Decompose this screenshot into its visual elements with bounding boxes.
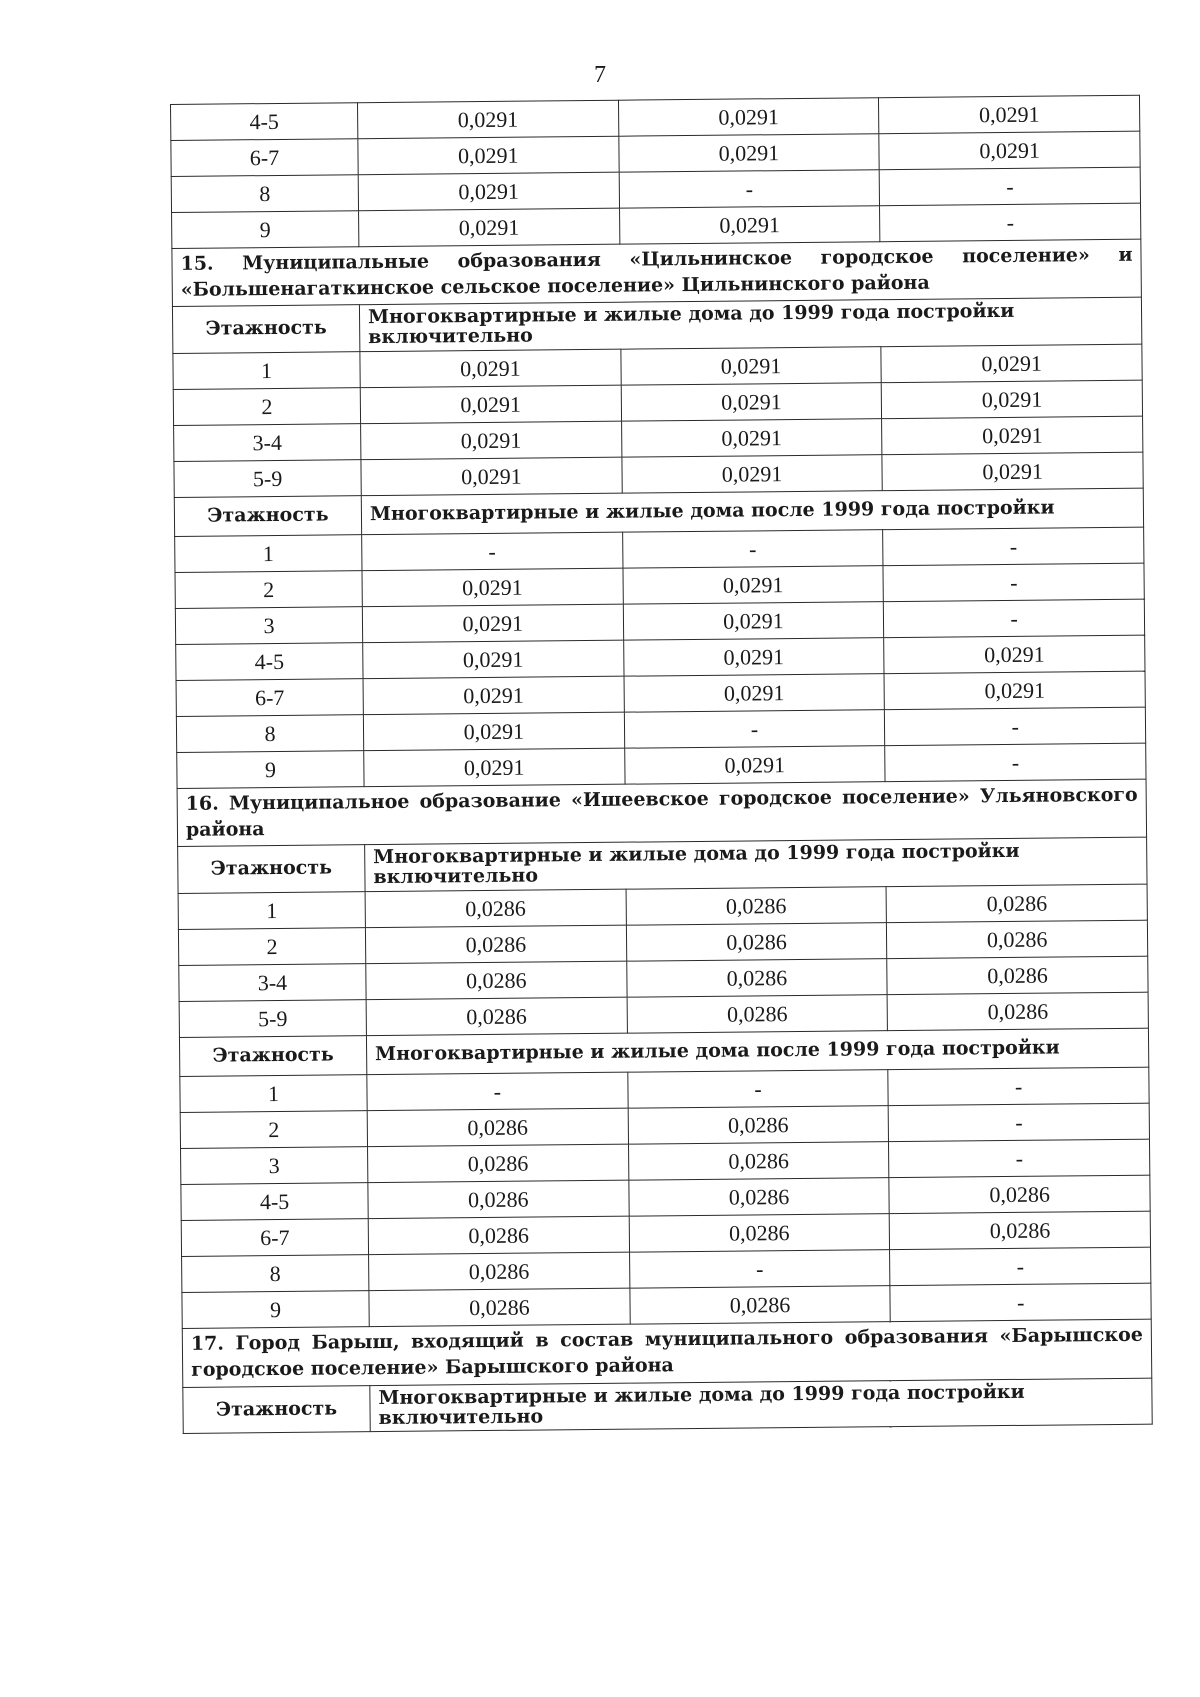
section-title-row xyxy=(172,239,1142,307)
rate-value-cell: - xyxy=(889,1139,1150,1178)
rate-value-cell: 0,0286 xyxy=(626,959,887,998)
rate-value-cell: 0,0291 xyxy=(359,208,620,247)
floor-count-cell: 6-7 xyxy=(181,1219,368,1257)
rate-value-cell: 0,0291 xyxy=(623,602,884,641)
floor-count-cell: 9 xyxy=(172,211,359,249)
rate-value-cell: - xyxy=(890,1247,1151,1286)
rate-value-cell: 0,0291 xyxy=(363,712,624,751)
rate-value-cell: 0,0291 xyxy=(879,131,1140,170)
rate-value-cell: 0,0291 xyxy=(360,349,621,388)
page-number: 7 xyxy=(594,62,606,88)
floor-count-cell: 2 xyxy=(180,1111,367,1149)
rate-value-cell: 0,0286 xyxy=(626,887,887,926)
floor-column-header: Этажность xyxy=(179,1036,366,1077)
floor-count-cell: 2 xyxy=(178,928,365,966)
section-title: 17. Город Барыш, входящий в состав муниципального образования «Барышское городское поселение» Барышского района xyxy=(182,1319,1152,1387)
rate-value-cell: 0,0286 xyxy=(890,1211,1151,1250)
rate-value-cell: 0,0291 xyxy=(618,134,879,173)
floor-count-cell: 1 xyxy=(175,535,362,573)
floor-column-header: Этажность xyxy=(178,845,365,894)
rate-value-cell: 0,0286 xyxy=(367,1108,628,1147)
floor-count-cell: 3 xyxy=(175,607,362,645)
rate-value-cell: 0,0291 xyxy=(621,383,882,422)
building-category-header: Многоквартирные и жилые дома после 1999 года постройки xyxy=(361,488,1143,535)
rate-value-cell: 0,0291 xyxy=(881,344,1142,383)
floor-count-cell: 8 xyxy=(176,715,363,753)
rate-value-cell: 0,0291 xyxy=(357,100,618,139)
rate-value-cell: 0,0286 xyxy=(889,1175,1150,1214)
rate-value-cell: 0,0286 xyxy=(366,997,627,1036)
rate-value-cell: 0,0286 xyxy=(886,884,1147,923)
floor-count-cell: 3-4 xyxy=(174,424,361,462)
rate-value-cell: - xyxy=(888,1103,1149,1142)
building-category-header: Многоквартирные и жилые дома до 1999 года постройки включительно xyxy=(370,1378,1152,1432)
section-title: 16. Муниципальное образование «Ишеевское городское поселение» Ульяновского района xyxy=(177,779,1147,847)
rate-value-cell: 0,0291 xyxy=(363,676,624,715)
rate-value-cell: - xyxy=(619,170,880,209)
building-category-header: Многоквартирные и жилые дома после 1999 года постройки xyxy=(366,1028,1148,1075)
rate-value-cell: - xyxy=(627,1070,888,1109)
rate-value-cell: 0,0291 xyxy=(884,671,1145,710)
rate-value-cell: 0,0286 xyxy=(368,1180,629,1219)
building-category-header: Многоквартирные и жилые дома до 1999 года постройки включительно xyxy=(359,297,1141,351)
rate-value-cell: 0,0286 xyxy=(630,1286,891,1325)
floor-count-cell: 3 xyxy=(181,1147,368,1185)
rate-value-cell: 0,0291 xyxy=(358,172,619,211)
floor-count-cell: 6-7 xyxy=(171,139,358,177)
rate-value-cell: 0,0286 xyxy=(368,1216,629,1255)
rate-value-cell: 0,0286 xyxy=(366,961,627,1000)
rate-value-cell: 0,0286 xyxy=(887,956,1148,995)
rate-value-cell: 0,0291 xyxy=(358,136,619,175)
rate-value-cell: 0,0291 xyxy=(362,568,623,607)
floor-count-cell: 4-5 xyxy=(181,1183,368,1221)
tariff-table xyxy=(170,95,1153,1435)
rate-value-cell: - xyxy=(888,1067,1149,1106)
rate-value-cell: 0,0291 xyxy=(621,347,882,386)
rate-value-cell: - xyxy=(884,599,1145,638)
rate-value-cell: - xyxy=(624,710,885,749)
rate-value-cell: - xyxy=(885,707,1146,746)
rate-value-cell: 0,0291 xyxy=(622,455,883,494)
section-title-row xyxy=(182,1319,1152,1387)
rate-value-cell: 0,0291 xyxy=(360,385,621,424)
rate-value-cell: 0,0291 xyxy=(623,638,884,677)
column-header-row xyxy=(183,1378,1152,1434)
rate-value-cell: 0,0286 xyxy=(629,1214,890,1253)
rate-value-cell: - xyxy=(367,1072,628,1111)
rate-value-cell: 0,0291 xyxy=(619,206,880,245)
rate-value-cell: 0,0286 xyxy=(365,925,626,964)
rate-value-cell: - xyxy=(880,203,1141,242)
rate-value-cell: 0,0286 xyxy=(887,992,1148,1031)
floor-count-cell: 8 xyxy=(171,175,358,213)
rate-value-cell: - xyxy=(622,530,883,569)
rate-value-cell: 0,0286 xyxy=(887,920,1148,959)
rate-value-cell: 0,0286 xyxy=(368,1144,629,1183)
rate-value-cell: 0,0291 xyxy=(623,566,884,605)
rate-value-cell: 0,0291 xyxy=(361,421,622,460)
floor-count-cell: 9 xyxy=(177,751,364,789)
rate-value-cell: 0,0286 xyxy=(628,1142,889,1181)
rate-value-cell: 0,0286 xyxy=(369,1288,630,1327)
rate-value-cell: - xyxy=(879,167,1140,206)
rate-value-cell: 0,0291 xyxy=(363,640,624,679)
floor-count-cell: 2 xyxy=(175,571,362,609)
rate-value-cell: 0,0291 xyxy=(882,416,1143,455)
floor-count-cell: 3-4 xyxy=(179,964,366,1002)
floor-column-header: Этажность xyxy=(172,305,359,354)
rate-value-cell: 0,0291 xyxy=(884,635,1145,674)
floor-count-cell: 6-7 xyxy=(176,679,363,717)
rate-value-cell: - xyxy=(629,1250,890,1289)
section-title: 15. Муниципальные образования «Цильнинское городское поселение» и «Большенагаткинское сельское поселение» Цильнинского района xyxy=(172,239,1142,307)
rate-value-cell: 0,0286 xyxy=(369,1252,630,1291)
floor-count-cell: 8 xyxy=(182,1255,369,1293)
rate-value-cell: 0,0286 xyxy=(365,889,626,928)
rate-value-cell: 0,0291 xyxy=(879,95,1140,134)
rate-value-cell: 0,0291 xyxy=(624,674,885,713)
floor-column-header: Этажность xyxy=(174,496,361,537)
floor-count-cell: 5-9 xyxy=(179,1000,366,1038)
floor-count-cell: 1 xyxy=(173,352,360,390)
floor-column-header: Этажность xyxy=(183,1385,370,1434)
rate-value-cell: 0,0286 xyxy=(628,1106,889,1145)
rate-value-cell: 0,0286 xyxy=(629,1178,890,1217)
rate-value-cell: 0,0291 xyxy=(362,604,623,643)
floor-count-cell: 1 xyxy=(180,1075,367,1113)
rate-value-cell: 0,0291 xyxy=(624,746,885,785)
floor-count-cell: 4-5 xyxy=(171,103,358,141)
rate-value-cell: - xyxy=(883,563,1144,602)
rate-value-cell: 0,0291 xyxy=(361,457,622,496)
rate-value-cell: - xyxy=(883,527,1144,566)
rate-value-cell: - xyxy=(890,1283,1151,1322)
rate-value-cell: - xyxy=(885,743,1146,782)
tariff-table-body xyxy=(171,95,1153,1434)
rate-value-cell: 0,0286 xyxy=(626,923,887,962)
floor-count-cell: 5-9 xyxy=(174,460,361,498)
rate-value-cell: 0,0291 xyxy=(364,748,625,787)
rate-value-cell: 0,0291 xyxy=(882,380,1143,419)
building-category-header: Многоквартирные и жилые дома до 1999 года постройки включительно xyxy=(365,838,1147,892)
rate-value-cell: 0,0291 xyxy=(618,98,879,137)
floor-count-cell: 1 xyxy=(178,892,365,930)
floor-count-cell: 2 xyxy=(173,388,360,426)
rate-value-cell: - xyxy=(362,532,623,571)
tariff-document xyxy=(170,95,1153,1435)
floor-count-cell: 4-5 xyxy=(176,643,363,681)
rate-value-cell: 0,0291 xyxy=(621,419,882,458)
rate-value-cell: 0,0291 xyxy=(882,452,1143,491)
floor-count-cell: 9 xyxy=(182,1291,369,1329)
rate-value-cell: 0,0286 xyxy=(627,995,888,1034)
section-title-row xyxy=(177,779,1147,847)
